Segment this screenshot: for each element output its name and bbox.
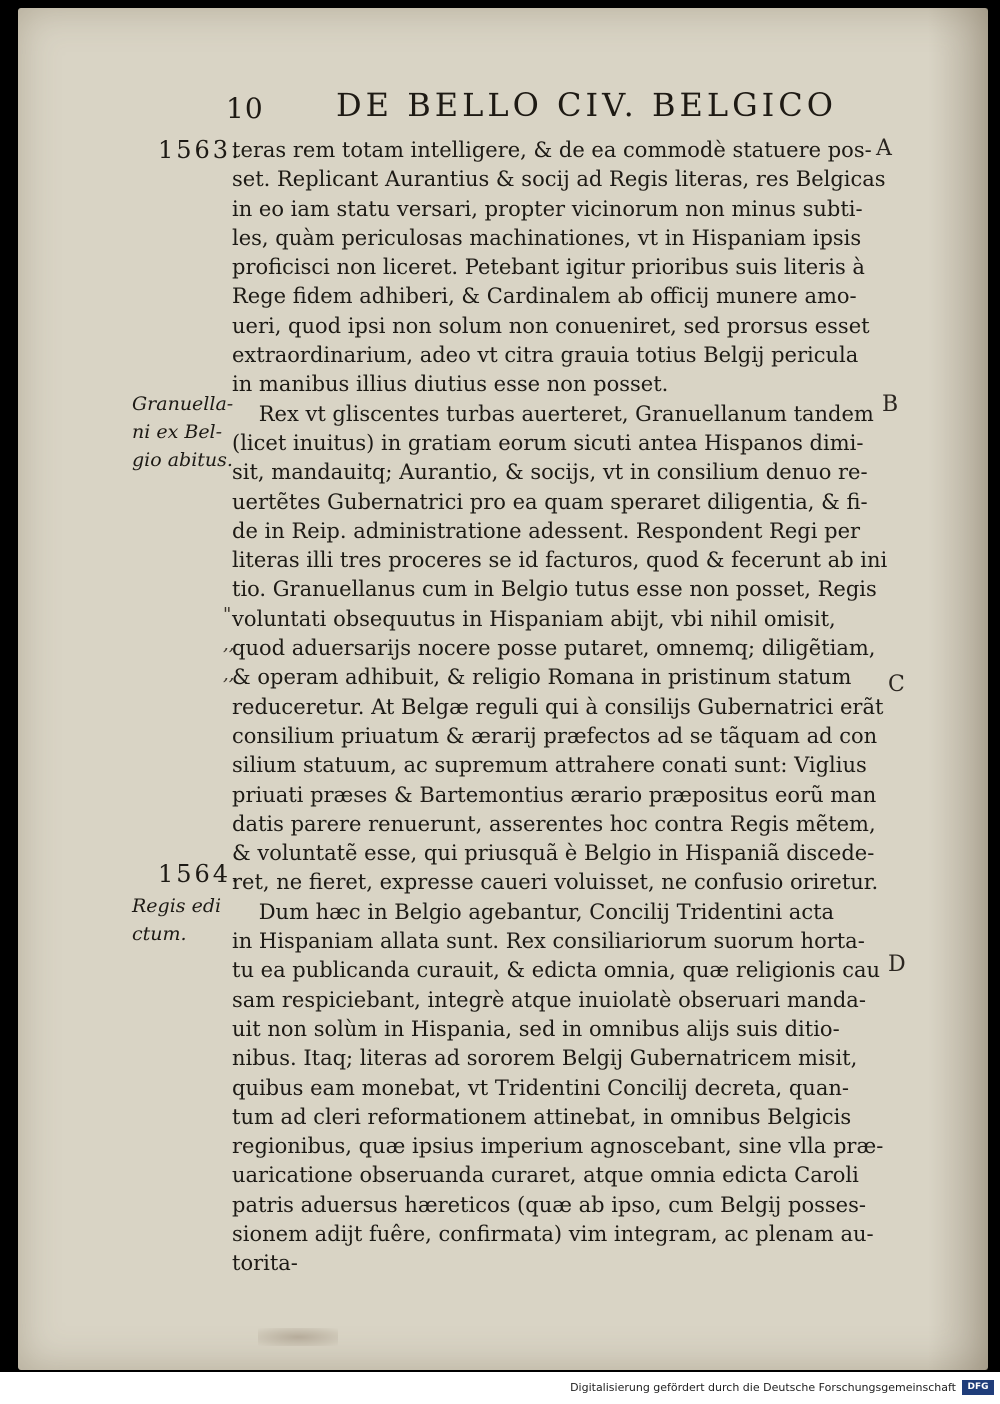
text-line: Dum hæc in Belgio agebantur, Concilij Tridentini acta bbox=[232, 899, 835, 924]
text-line: tio. Granuellanus cum in Belgio tutus esse non posset, Regis bbox=[232, 577, 877, 602]
signature-mark-a: A bbox=[876, 136, 892, 161]
text-line: priuati præses & Bartemontius ærario præpositus eorũ man bbox=[232, 782, 877, 807]
page-shadow bbox=[928, 8, 988, 1370]
text-line: Rege fidem adhiberi, & Cardinalem ab officij munere amo- bbox=[232, 284, 857, 309]
text-line: patris aduersus hæreticos (quæ ab ipso, cum Belgij posses- bbox=[232, 1192, 866, 1217]
text-line: literas illi tres proceres se id facturos, quod & fecerunt ab ini bbox=[232, 548, 888, 573]
text-line: voluntati obsequutus in Hispaniam abijt, vbi nihil omisit, bbox=[232, 606, 836, 631]
text-line: sam respiciebant, integrè atque inuiolatè obseruari manda- bbox=[232, 987, 866, 1012]
book-page bbox=[18, 8, 988, 1370]
footer-credit: Digitalisierung gefördert durch die Deutsche Forschungsgemeinschaft bbox=[570, 1381, 956, 1394]
text-line: regionibus, quæ ipsius imperium agnoscebant, sine vlla præ- bbox=[232, 1134, 884, 1159]
page-header bbox=[18, 86, 988, 126]
dfg-logo: DFG bbox=[962, 1380, 994, 1395]
footer-bar bbox=[0, 1372, 1000, 1404]
text-line: nibus. Itaq; literas ad sororem Belgij Gubernatricem misit, bbox=[232, 1046, 858, 1071]
text-line: de in Reip. administratione adessent. Respondent Regi per bbox=[232, 518, 861, 543]
page-number: 10 bbox=[226, 92, 264, 125]
handwritten-marks: " ,, ,, bbox=[223, 604, 235, 685]
text-line: & voluntatẽ esse, qui priusquã è Belgio in Hispaniã discede- bbox=[232, 841, 875, 866]
text-line: extraordinarium, adeo vt citra grauia totius Belgij pericula bbox=[232, 343, 859, 368]
margin-year-1564: 1564. bbox=[158, 860, 242, 888]
text-line: sionem adijt fuêre, confirmata) vim integram, ac plenam au- bbox=[232, 1221, 874, 1246]
text-line: tu ea publicanda curauit, & edicta omnia, quæ religionis cau bbox=[232, 958, 881, 983]
text-line: ret, ne fieret, expresse caueri voluisset, ne confusio oriretur. bbox=[232, 870, 879, 895]
text-line: tum ad cleri reformationem attinebat, in omnibus Belgicis bbox=[232, 1104, 852, 1129]
body-text bbox=[232, 136, 912, 1279]
text-line: silium statuum, ac supremum attrahere conati sunt: Viglius bbox=[232, 753, 867, 778]
signature-mark-b: B bbox=[882, 392, 899, 417]
margin-year-1563: 1563. bbox=[158, 136, 242, 164]
text-line: in Hispaniam allata sunt. Rex consiliariorum suorum horta- bbox=[232, 929, 865, 954]
margin-note-edict: Regis edi ctum. bbox=[132, 895, 222, 945]
text-line: uertẽtes Gubernatrici pro ea quam speraret diligentia, & fi- bbox=[232, 489, 868, 514]
text-line: in manibus illius diutius esse non posset. bbox=[232, 372, 669, 397]
text-line: les, quàm periculosas machinationes, vt in Hispaniam ipsis bbox=[232, 225, 862, 250]
text-line: datis parere renuerunt, asserentes hoc contra Regis mẽtem, bbox=[232, 811, 876, 836]
text-line: teras rem totam intelligere, & de ea commodè statuere pos- bbox=[232, 138, 872, 162]
text-line: ueri, quod ipsi non solum non conueniret, sed prorsus esset bbox=[232, 313, 870, 338]
text-line: reduceretur. At Belgæ reguli qui à consilijs Gubernatrici erãt bbox=[232, 694, 884, 719]
text-line: & operam adhibuit, & religio Romana in pristinum statum bbox=[232, 665, 852, 690]
text-line: set. Replicant Aurantius & socij ad Regis literas, res Belgicas bbox=[232, 167, 886, 192]
text-line: (licet inuitus) in gratiam eorum sicuti antea Hispanos dimi- bbox=[232, 430, 864, 455]
text-line: torita- bbox=[232, 1251, 298, 1276]
text-line: consilium priuatum & ærarij præfectos ad se tãquam ad con bbox=[232, 723, 878, 748]
text-line: sit, mandauitq; Aurantio, & socijs, vt in consilium denuo re- bbox=[232, 460, 868, 485]
signature-mark-d: D bbox=[888, 952, 906, 977]
paper-stain bbox=[258, 1328, 338, 1346]
signature-mark-c: C bbox=[888, 672, 905, 697]
margin-note-granvelle: Granuella- ni ex Bel- gio abitus. bbox=[132, 393, 234, 471]
text-line: proficisci non liceret. Petebant igitur prioribus suis literis à bbox=[232, 255, 865, 280]
text-line: quod aduersarijs nocere posse putaret, omnemq; diligẽtiam, bbox=[232, 636, 876, 661]
text-line: uaricatione obseruanda curaret, atque omnia edicta Caroli bbox=[232, 1163, 859, 1188]
text-line: in eo iam statu versari, propter vicinorum non minus subti- bbox=[232, 196, 863, 221]
running-title: DE BELLO CIV. BELGICO bbox=[336, 86, 837, 124]
text-line: uit non solùm in Hispania, sed in omnibus alijs suis ditio- bbox=[232, 1016, 840, 1041]
text-line: quibus eam monebat, vt Tridentini Concilij decreta, quan- bbox=[232, 1075, 849, 1100]
text-line: Rex vt gliscentes turbas auerteret, Granuellanum tandem bbox=[232, 401, 874, 426]
